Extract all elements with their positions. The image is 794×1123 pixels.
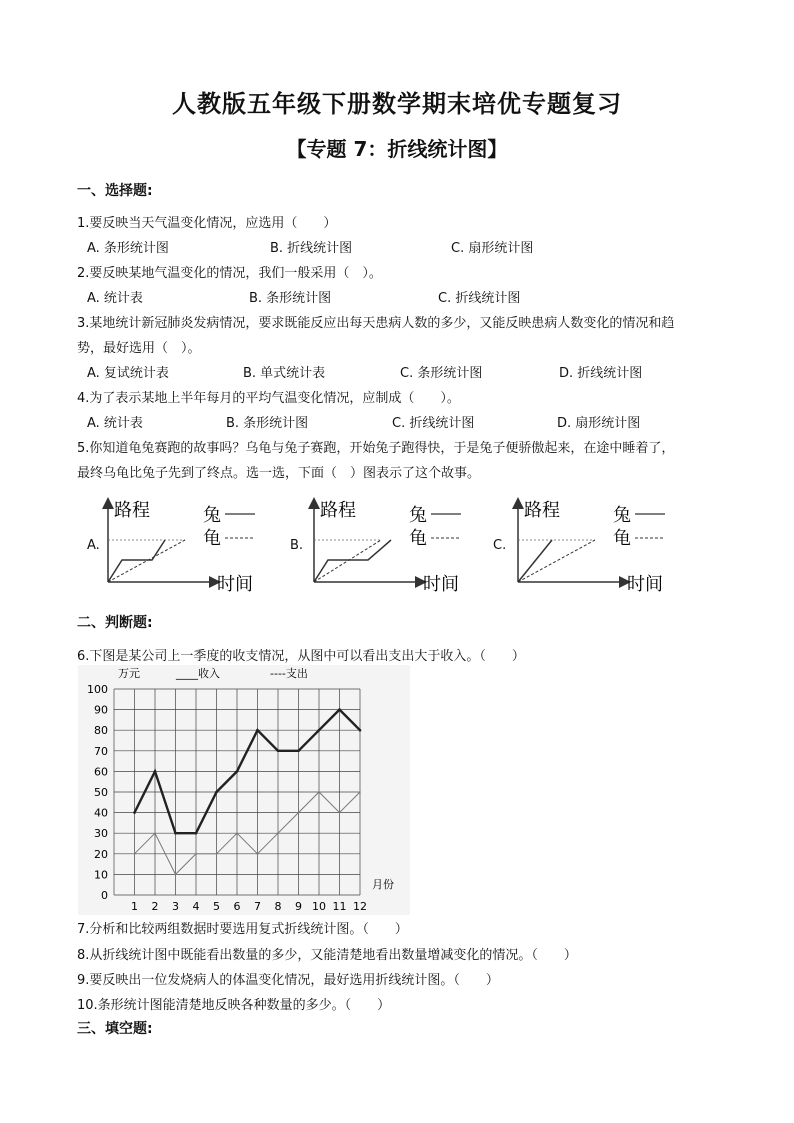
income-point bbox=[174, 832, 177, 835]
question-5-line-2: 最终乌龟比兔子先到了终点。选一选，下面（ ）图表示了这个故事。 bbox=[77, 466, 481, 481]
expense-point bbox=[154, 832, 156, 834]
income-point bbox=[215, 791, 218, 794]
x-tick-label: 3 bbox=[172, 900, 179, 913]
time-axis-label: 时间 bbox=[423, 574, 459, 595]
question-9: 9.要反映出一位发烧病人的体温变化情况，最好选用折线统计图。（ ） bbox=[77, 973, 499, 988]
rabbit-legend: 兔 bbox=[613, 505, 631, 526]
rabbit-line bbox=[518, 540, 552, 582]
q5-graph-c bbox=[510, 494, 675, 598]
q4-option-b: B. 条形统计图 bbox=[226, 416, 309, 431]
x-tick-label: 6 bbox=[233, 900, 241, 913]
x-tick-label: 1 bbox=[131, 900, 138, 913]
expense-point bbox=[216, 853, 218, 855]
question-3-line-2: 势，最好选用（ ）。 bbox=[77, 341, 201, 356]
income-point bbox=[236, 770, 239, 773]
rabbit-line bbox=[314, 540, 391, 582]
y-tick-label: 0 bbox=[101, 889, 108, 902]
question-8: 8.从折线统计图中既能看出数量的多少，又能清楚地看出数量增减变化的情况。（ ） bbox=[77, 948, 577, 963]
section-heading-fill: 三、填空题: bbox=[77, 1021, 153, 1037]
question-7: 7.分析和比较两组数据时要选用复式折线统计图。（ ） bbox=[77, 922, 408, 937]
expense-point bbox=[318, 791, 320, 793]
chart-legend-income: ____收入 bbox=[176, 667, 220, 680]
y-tick-label: 50 bbox=[94, 786, 108, 799]
income-expense-line-chart bbox=[78, 665, 410, 915]
income-point bbox=[359, 729, 362, 732]
y-tick-label: 30 bbox=[94, 827, 108, 841]
question-3-line-1: 3.某地统计新冠肺炎发病情况，要求既能反应出每天患病人数的多少，又能反映患病人数变化的情况和趋 bbox=[77, 316, 675, 331]
rabbit-legend: 兔 bbox=[409, 505, 427, 526]
q3-option-d: D. 折线统计图 bbox=[559, 366, 643, 381]
y-tick-label: 70 bbox=[94, 744, 108, 758]
q4-option-d: D. 扇形统计图 bbox=[557, 416, 641, 431]
section-heading-choice: 一、选择题: bbox=[77, 183, 153, 199]
question-5-line-1: 5.你知道龟兔赛跑的故事吗？乌龟与兔子赛跑，开始兔子跑得快，于是兔子便骄傲起来，在途中睡着了， bbox=[77, 441, 675, 456]
income-point bbox=[195, 832, 198, 835]
income-point bbox=[277, 750, 280, 753]
x-tick-label: 9 bbox=[295, 900, 302, 913]
y-tick-label: 100 bbox=[87, 683, 108, 696]
distance-axis-label: 路程 bbox=[114, 500, 150, 521]
turtle-legend: 龟 bbox=[203, 528, 221, 549]
income-point bbox=[154, 770, 157, 773]
income-point bbox=[133, 811, 136, 814]
expense-point bbox=[298, 812, 300, 814]
q1-option-b: B. 折线统计图 bbox=[270, 241, 353, 256]
q1-option-c: C. 扇形统计图 bbox=[451, 241, 534, 256]
q2-option-c: C. 折线统计图 bbox=[438, 291, 521, 306]
section-heading-judge: 二、判断题: bbox=[77, 615, 153, 631]
rabbit-line bbox=[108, 540, 165, 582]
y-tick-label: 40 bbox=[94, 806, 108, 820]
x-tick-label: 10 bbox=[312, 900, 326, 913]
income-point bbox=[338, 708, 341, 711]
expense-point bbox=[359, 791, 361, 793]
distance-axis-label: 路程 bbox=[320, 500, 356, 521]
time-axis-label: 时间 bbox=[627, 574, 663, 595]
y-tick-label: 20 bbox=[94, 847, 108, 861]
chart-y-unit: 万元 bbox=[118, 667, 140, 680]
q3-option-b: B. 单式统计表 bbox=[243, 366, 326, 381]
q5-graph-a bbox=[100, 494, 265, 598]
q4-option-c: C. 折线统计图 bbox=[392, 416, 475, 431]
x-tick-label: 5 bbox=[213, 900, 220, 913]
q3-option-c: C. 条形统计图 bbox=[400, 366, 483, 381]
chart-x-unit: 月份 bbox=[372, 878, 394, 891]
q4-option-a: A. 统计表 bbox=[87, 416, 143, 431]
q5-graph-b bbox=[306, 494, 471, 598]
x-tick-label: 12 bbox=[353, 900, 367, 913]
expense-point bbox=[175, 874, 177, 876]
question-10: 10.条形统计图能清楚地反映各种数量的多少。（ ） bbox=[77, 998, 391, 1013]
page-title: 人教版五年级下册数学期末培优专题复习 bbox=[172, 90, 622, 118]
q2-option-b: B. 条形统计图 bbox=[249, 291, 332, 306]
question-1: 1.要反映当天气温变化情况，应选用（ ） bbox=[77, 216, 337, 231]
q2-option-a: A. 统计表 bbox=[87, 291, 143, 306]
income-point bbox=[256, 729, 259, 732]
turtle-line bbox=[314, 540, 381, 582]
y-tick-label: 10 bbox=[94, 868, 108, 882]
q5-option-a-label: A. bbox=[87, 538, 100, 553]
expense-point bbox=[339, 812, 341, 814]
expense-point bbox=[257, 853, 259, 855]
x-tick-label: 4 bbox=[192, 900, 200, 913]
y-tick-label: 80 bbox=[94, 724, 108, 738]
q5-option-b-label: B. bbox=[290, 538, 304, 553]
y-tick-label: 60 bbox=[94, 765, 108, 779]
question-6: 6.下图是某公司上一季度的收支情况，从图中可以看出支出大于收入。（ ） bbox=[77, 649, 525, 664]
income-point bbox=[297, 750, 300, 753]
turtle-legend: 龟 bbox=[409, 528, 427, 549]
question-2: 2.要反映某地气温变化的情况，我们一般采用（ ）。 bbox=[77, 266, 382, 281]
expense-point bbox=[277, 832, 279, 834]
distance-axis-label: 路程 bbox=[524, 500, 560, 521]
chart-legend-expense: ----支出 bbox=[270, 667, 308, 680]
turtle-legend: 龟 bbox=[613, 528, 631, 549]
time-axis-label: 时间 bbox=[217, 574, 253, 595]
turtle-line bbox=[518, 540, 595, 582]
y-tick-label: 90 bbox=[94, 703, 108, 717]
x-tick-label: 2 bbox=[151, 900, 159, 913]
expense-point bbox=[134, 853, 136, 855]
x-tick-label: 7 bbox=[254, 900, 261, 913]
page-subtitle: 【专题 7：折线统计图】 bbox=[286, 137, 508, 161]
income-point bbox=[318, 729, 321, 732]
x-tick-label: 11 bbox=[332, 900, 347, 913]
q3-option-a: A. 复试统计表 bbox=[87, 366, 169, 381]
expense-point bbox=[195, 853, 197, 855]
turtle-line bbox=[108, 540, 185, 582]
question-4: 4.为了表示某地上半年每月的平均气温变化情况，应制成（ ）。 bbox=[77, 391, 460, 406]
rabbit-legend: 兔 bbox=[203, 505, 221, 526]
expense-point bbox=[236, 832, 238, 834]
x-tick-label: 8 bbox=[274, 900, 282, 913]
q1-option-a: A. 条形统计图 bbox=[87, 241, 169, 256]
q5-option-c-label: C. bbox=[493, 538, 507, 553]
